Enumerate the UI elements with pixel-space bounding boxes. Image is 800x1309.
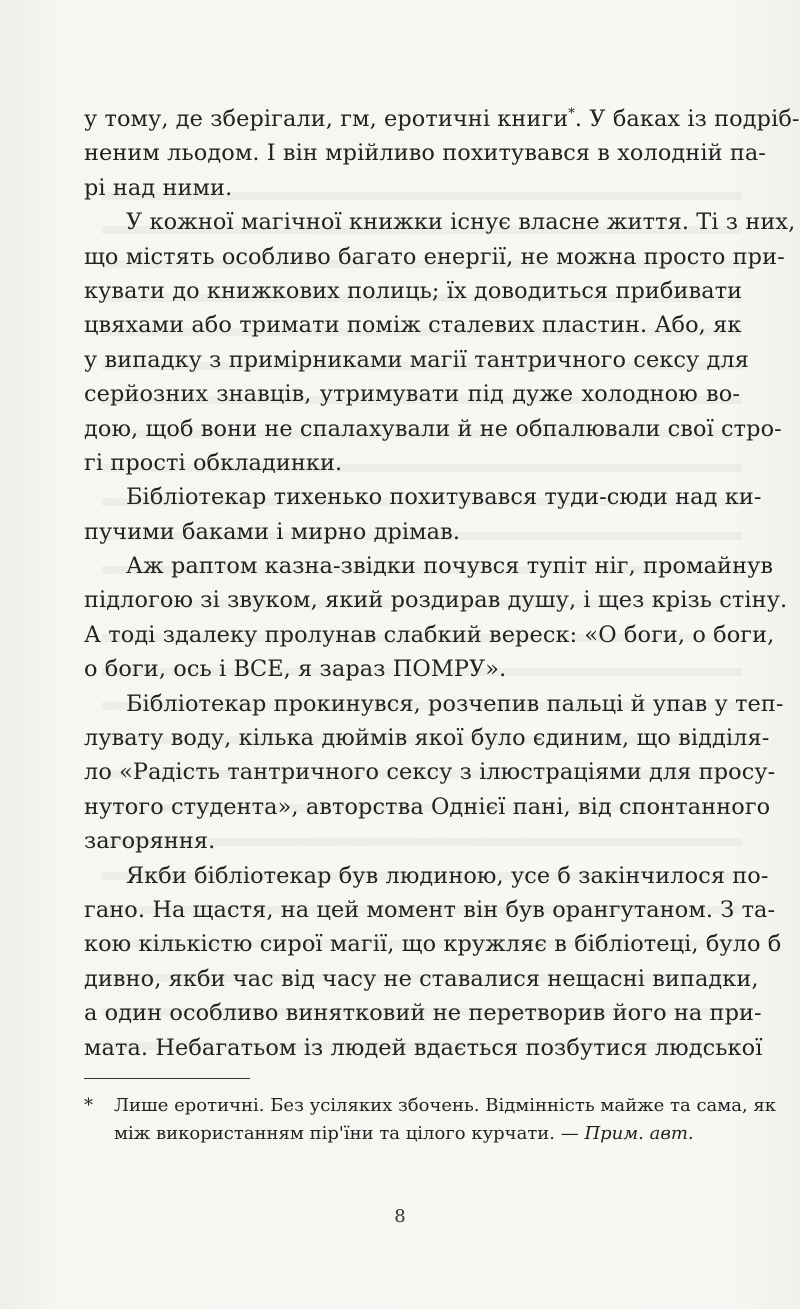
text-line: загоряння. — [84, 828, 216, 855]
text-line: гі прості обкладинки. — [84, 449, 343, 476]
text-line: що містять особливо багато енергії, не можна просто при- — [84, 243, 785, 270]
text-line: ло «Радість тантричного сексу з ілюстраціями для просу- — [84, 759, 776, 786]
text-line: рі над ними. — [84, 174, 233, 201]
text-line: дою, щоб вони не спалахували й не обпалювали свої стро- — [84, 415, 782, 442]
text-line: Бібліотекар тихенько похитувався туди-сюди над ки- — [126, 484, 762, 511]
text-line: Якби бібліотекар був людиною, усе б закінчилося по- — [126, 862, 769, 889]
text-line: мата. Небагатьом із людей вдається позбутися людської — [84, 1034, 763, 1061]
text-fragment: . У баках із подріб- — [574, 106, 800, 132]
text-line: лувату воду, кілька дюймів якої було єдиним, що відділя- — [84, 725, 770, 752]
footnote — [84, 1092, 777, 1148]
text-line: Аж раптом казна-звідки почувся тупіт ніг, промайнув — [126, 553, 774, 580]
text-line: а один особливо винятковий не перетворив його на при- — [84, 1000, 762, 1027]
footnote-attribution: Прим. авт. — [584, 1123, 694, 1144]
text-line: дивно, якби час від часу не ставалися нещасні випадки, — [84, 965, 759, 992]
text-line: у випадку з примірниками магії тантричного сексу для — [84, 346, 749, 373]
text-line: кою кількістю сирої магії, що кружляє в бібліотеці, було б — [84, 931, 782, 958]
text-line: А тоді здалеку пролунав слабкий вереск: «О боги, о боги, — [84, 621, 775, 648]
text-line: цвяхами або тримати поміж сталевих пластин. Або, як — [84, 312, 742, 339]
text-line: кувати до книжкових полиць; їх доводиться прибивати — [84, 277, 743, 304]
footnote-star: * — [84, 1095, 93, 1116]
text-fragment: у тому, де зберігали, гм, еротичні книги — [84, 106, 569, 132]
footnote-text: між використанням пір'їни та цілого курчати. — — [114, 1123, 585, 1144]
footnote-line — [84, 1120, 740, 1148]
text-line: підлогою зі звуком, який роздирав душу, і щез крізь стіну. — [84, 587, 788, 614]
text-line — [84, 102, 800, 136]
footnote-line — [84, 1092, 777, 1120]
text-line: о боги, ось і ВСЕ, я зараз ПОМРУ». — [84, 656, 507, 683]
text-line: пучими баками і мирно дрімав. — [84, 518, 461, 545]
page-number: 8 — [394, 1206, 406, 1227]
text-line: неним льодом. І він мрійливо похитувався в холодній па- — [84, 140, 766, 167]
footnote-divider — [84, 1078, 250, 1079]
text-line: гано. На щастя, на цей момент він був орангутаном. З та- — [84, 896, 776, 923]
footnote-text: Лише еротичні. Без усіляких збочень. Відмінність майже та сама, як — [114, 1095, 777, 1116]
text-line: серйозних знавців, утримувати під дуже холодною во- — [84, 381, 740, 408]
main-text — [84, 102, 800, 1065]
text-line: Бібліотекар прокинувся, розчепив пальці й упав у теп- — [126, 690, 784, 717]
text-line: У кожної магічної книжки існує власне життя. Ті з них, — [126, 209, 796, 236]
text-line: нутого студента», авторства Однієї пані, від спонтанного — [84, 793, 771, 820]
footnote-marker[interactable]: * — [568, 106, 575, 122]
